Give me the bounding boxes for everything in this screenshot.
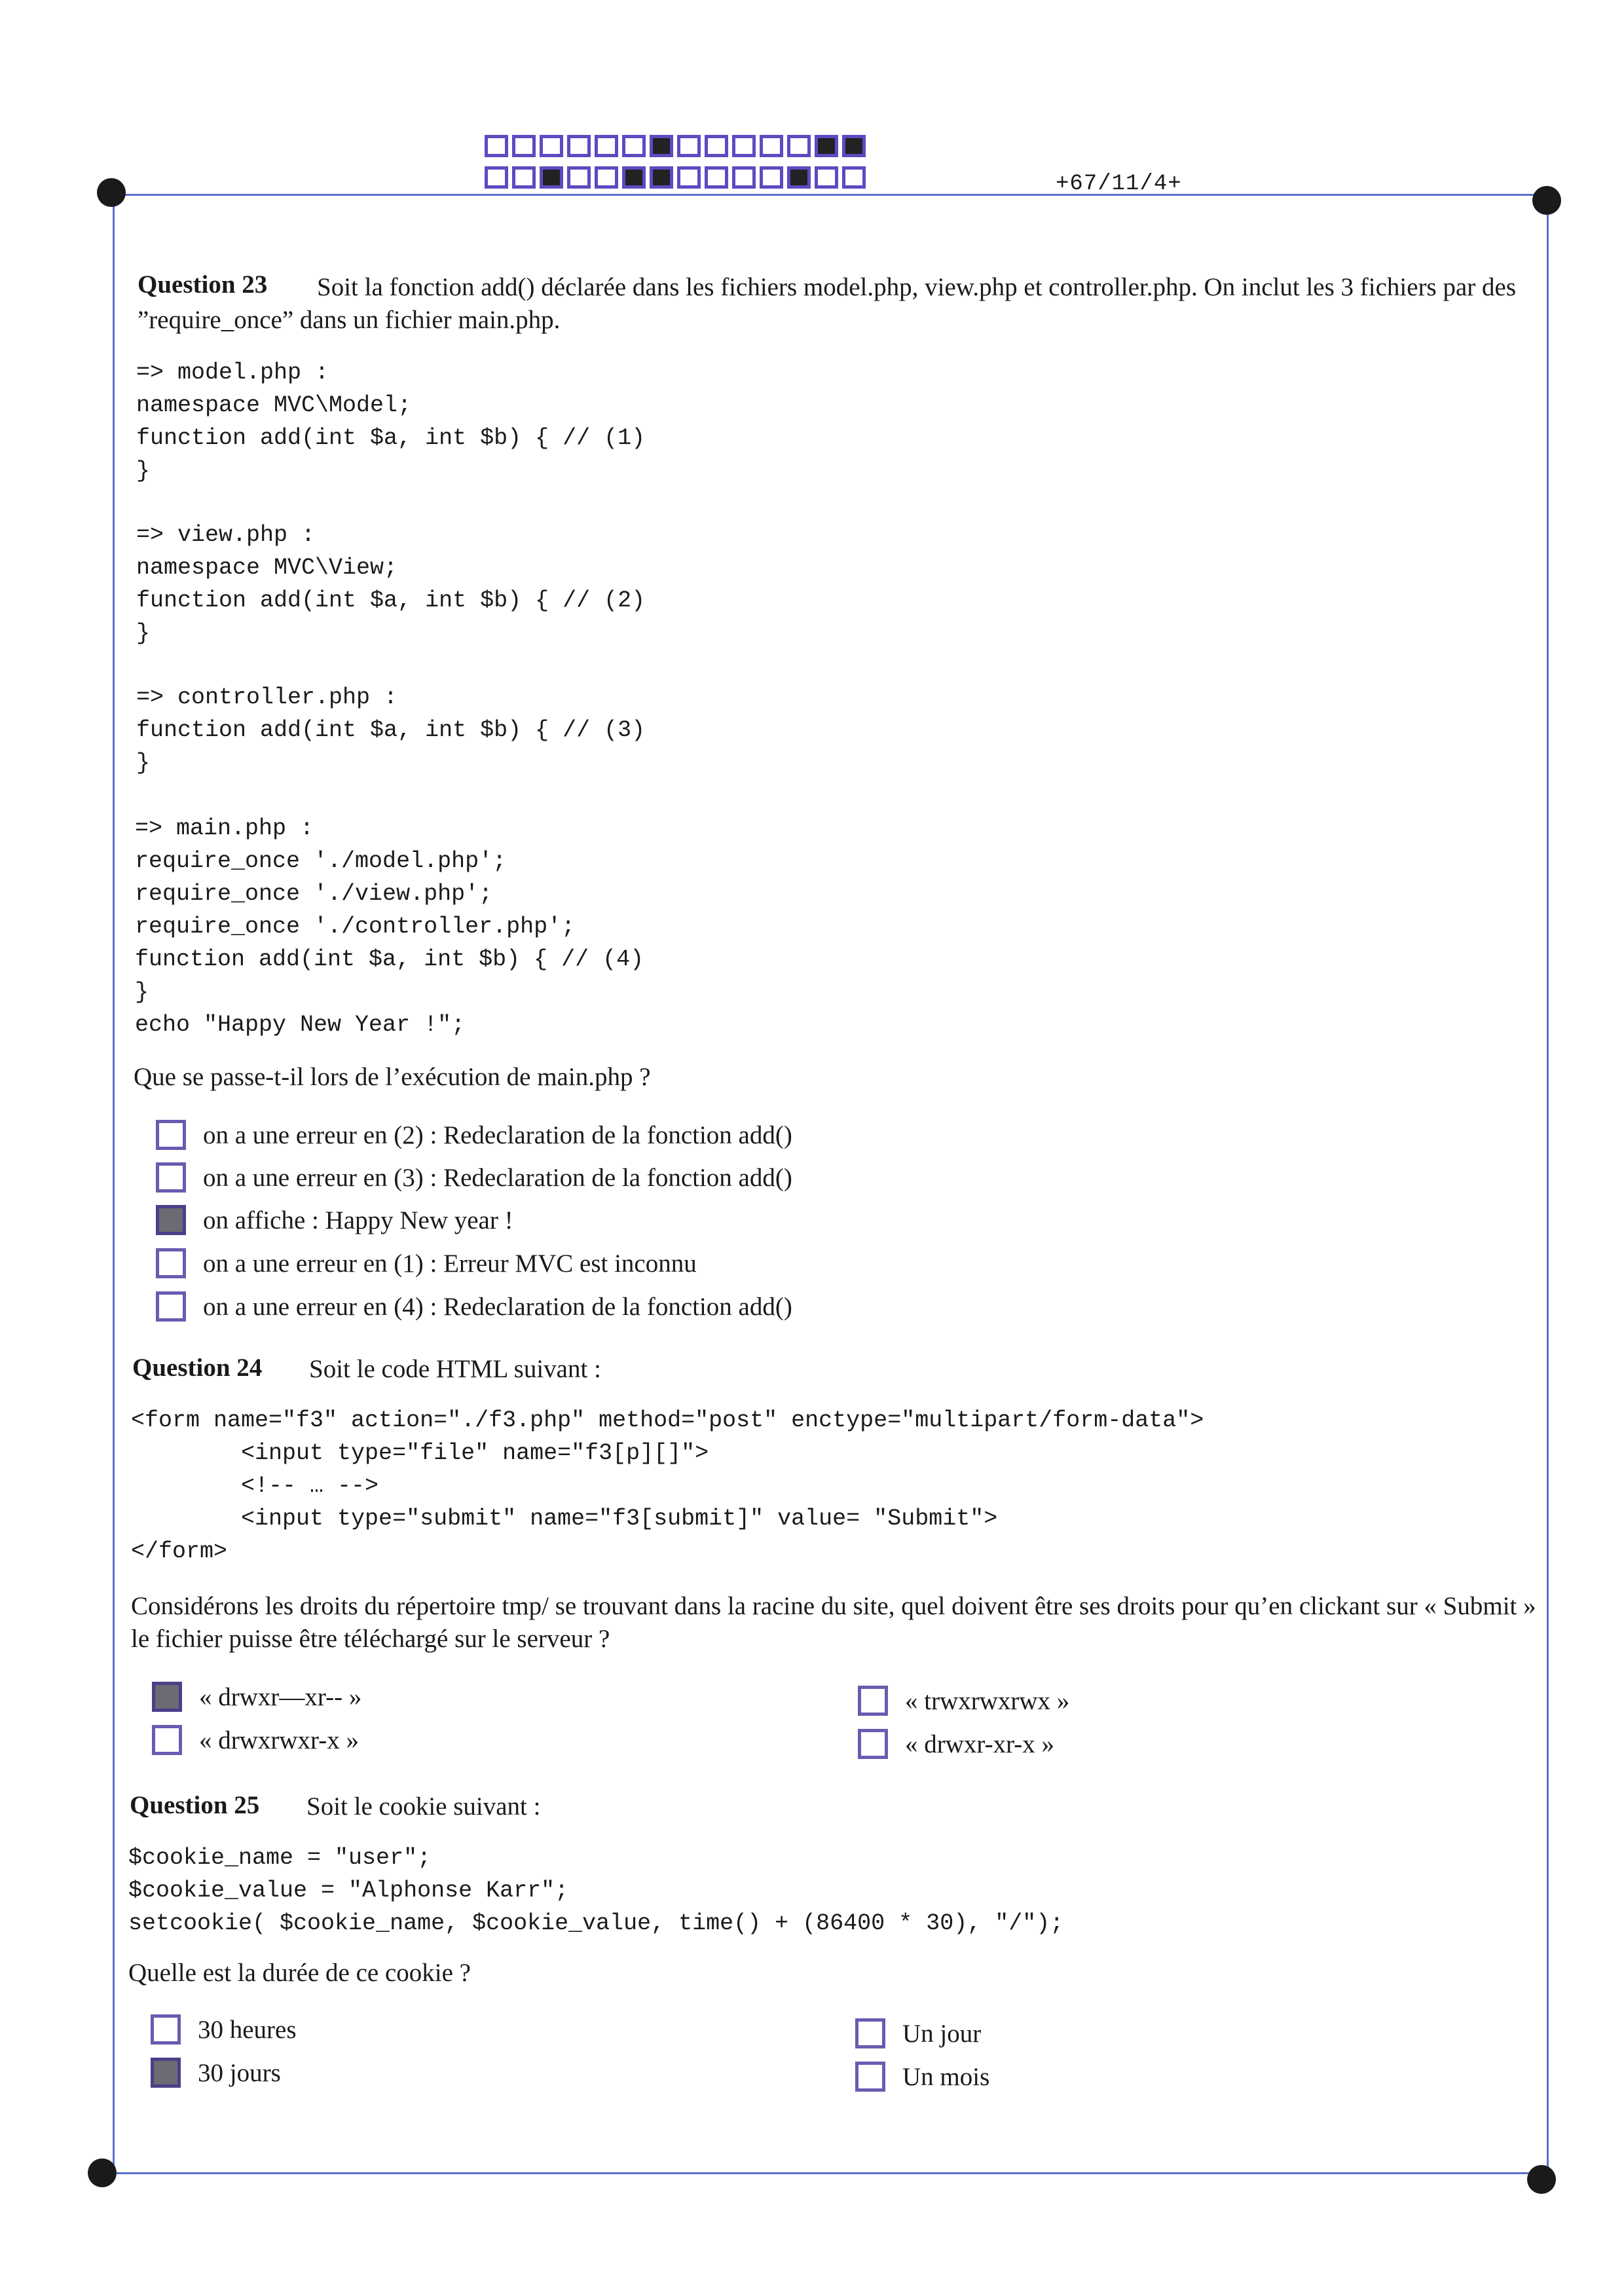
q25-choice-4[interactable] <box>855 2060 989 2093</box>
q23-prompt: Que se passe-t-il lors de l’exécution de main.php ? <box>134 1063 651 1091</box>
corner-dot-top-left <box>97 178 126 207</box>
corner-dot-bottom-left <box>88 2158 117 2187</box>
frame-bottom-line <box>102 2172 1540 2174</box>
q25-choice-1[interactable] <box>151 2013 297 2046</box>
choice-label: 30 heures <box>198 2015 297 2044</box>
code-box <box>485 166 508 189</box>
q24-choice-4[interactable] <box>858 1728 1054 1760</box>
checkbox[interactable] <box>855 2018 885 2048</box>
checkbox[interactable] <box>858 1729 888 1759</box>
q23-code-main: => main.php : require_once './model.php'; require_once './view.php'; require_once './controller.php'; function add(int $a, int $b) { // (4) } echo "Happy New Year !"; <box>135 815 644 1038</box>
choice-label: on a une erreur en (2) : Redeclaration de la fonction add() <box>203 1120 792 1149</box>
code-box <box>732 166 756 189</box>
q23-choice-5[interactable] <box>156 1290 792 1323</box>
checkbox[interactable] <box>855 2062 885 2092</box>
q25-title: Question 25 <box>130 1791 260 1819</box>
q24-choice-1[interactable] <box>152 1680 361 1713</box>
q23-choice-2[interactable] <box>156 1161 792 1194</box>
q25-text: Soit le cookie suivant : <box>306 1792 541 1821</box>
choice-label: Un jour <box>902 2019 982 2048</box>
q23-code-controller: => controller.php : function add(int $a, int $b) { // (3) } <box>136 684 646 776</box>
choice-label: on a une erreur en (3) : Redeclaration de la fonction add() <box>203 1163 792 1192</box>
q23-code-model: => model.php : namespace MVC\Model; function add(int $a, int $b) { // (1) } <box>136 360 646 484</box>
sheet-id: +67/11/4+ <box>1056 172 1182 196</box>
q24-code: <form name="f3" action="./f3.php" method="post" enctype="multipart/form-data"> <input type="file" name="f3[p][]"> <!-- … --> <input type="submit" name="f3[submit]" value= "Submit"> </form> <box>131 1407 1204 1565</box>
choice-label: « drwxr-xr-x » <box>905 1730 1055 1758</box>
choice-label: Un mois <box>902 2062 990 2091</box>
checkbox[interactable] <box>152 1725 182 1755</box>
code-box <box>622 166 646 189</box>
frame-right-line <box>1547 194 1549 2174</box>
q25-choice-2[interactable] <box>151 2056 281 2089</box>
checkbox[interactable] <box>858 1686 888 1716</box>
q24-text: Soit le code HTML suivant : <box>309 1355 601 1383</box>
checkbox[interactable] <box>156 1120 186 1150</box>
corner-dot-bottom-right <box>1527 2165 1556 2194</box>
code-box <box>650 166 673 189</box>
choice-label: « trwxrwxrwx » <box>905 1686 1070 1715</box>
frame-top-line <box>113 194 1548 196</box>
code-box <box>760 166 783 189</box>
q23-choice-4[interactable] <box>156 1247 697 1280</box>
code-box <box>842 166 866 189</box>
page-code-row-2 <box>485 166 870 189</box>
code-box <box>540 135 563 157</box>
code-box <box>732 135 756 157</box>
q23-code-view: => view.php : namespace MVC\View; function add(int $a, int $b) { // (2) } <box>136 522 646 646</box>
page-code-row-1 <box>485 135 870 157</box>
code-box <box>815 135 838 157</box>
choice-label: 30 jours <box>198 2058 281 2087</box>
q24-choice-3[interactable] <box>858 1684 1069 1717</box>
choice-label: « drwxr—xr-- » <box>199 1682 362 1711</box>
checkbox[interactable] <box>152 1682 182 1712</box>
q24-prompt: Considérons les droits du répertoire tmp/ se trouvant dans la racine du site, quel doivent être ses droits pour qu’en clickant sur « Submit » le fichier puisse être téléchargé sur le serveur ? <box>131 1592 1536 1653</box>
code-box <box>677 166 701 189</box>
code-box <box>485 135 508 157</box>
checkbox[interactable] <box>156 1205 186 1235</box>
q25-code: $cookie_name = "user"; $cookie_value = "Alphonse Karr"; setcookie( $cookie_name, $cookie_value, time() + (86400 * 30), "/"); <box>128 1845 1064 1936</box>
checkbox[interactable] <box>151 2014 181 2045</box>
code-box <box>622 135 646 157</box>
q23-choice-3[interactable] <box>156 1204 513 1236</box>
code-box <box>787 166 811 189</box>
q25-prompt: Quelle est la durée de ce cookie ? <box>128 1959 471 1987</box>
code-box <box>705 166 728 189</box>
choice-label: on a une erreur en (1) : Erreur MVC est inconnu <box>203 1249 697 1278</box>
code-box <box>650 135 673 157</box>
frame-left-line <box>113 194 115 2174</box>
code-box <box>512 166 536 189</box>
q25-choice-3[interactable] <box>855 2017 981 2050</box>
code-box <box>787 135 811 157</box>
choice-label: on a une erreur en (4) : Redeclaration de la fonction add() <box>203 1292 792 1321</box>
q24-title: Question 24 <box>132 1354 263 1382</box>
code-box <box>760 135 783 157</box>
q23-text-content: Soit la fonction add() déclarée dans les fichiers model.php, view.php et controller.php. On inclut les 3 fichiers par des ”require_once” dans un fichier main.php. <box>138 273 1517 334</box>
code-box <box>567 135 591 157</box>
q23-choice-1[interactable] <box>156 1119 792 1151</box>
code-box <box>567 166 591 189</box>
choice-label: « drwxrwxr-x » <box>199 1726 359 1754</box>
code-box <box>842 135 866 157</box>
checkbox[interactable] <box>156 1291 186 1322</box>
corner-dot-top-right <box>1532 186 1561 215</box>
checkbox[interactable] <box>156 1162 186 1193</box>
code-box <box>815 166 838 189</box>
q23-title: Question 23 <box>138 270 268 299</box>
code-box <box>512 135 536 157</box>
q24-choice-2[interactable] <box>152 1724 359 1756</box>
q23-text <box>138 271 1539 337</box>
code-box <box>540 166 563 189</box>
checkbox[interactable] <box>151 2058 181 2088</box>
choice-label: on affiche : Happy New year ! <box>203 1206 513 1234</box>
code-box <box>705 135 728 157</box>
code-box <box>595 135 618 157</box>
code-box <box>677 135 701 157</box>
code-box <box>595 166 618 189</box>
checkbox[interactable] <box>156 1248 186 1278</box>
